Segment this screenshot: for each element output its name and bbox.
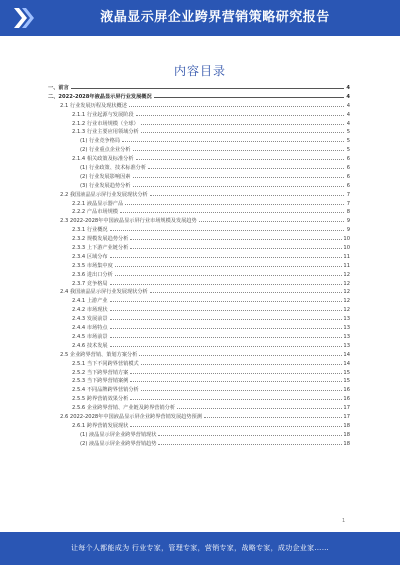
toc-entry-text: 2.4 我国液晶显示屏行业发展现状分析 xyxy=(60,289,148,296)
toc-entry-text: 2.6.1 跨界营销发展现状 xyxy=(72,422,129,429)
toc-entry[interactable] xyxy=(48,102,350,111)
toc-entry[interactable] xyxy=(48,431,350,440)
toc-leader-dots xyxy=(110,333,343,338)
toc-entry[interactable] xyxy=(48,440,350,449)
toc-entry-page: 12 xyxy=(343,307,350,314)
toc-entry-page: 16 xyxy=(343,396,350,403)
toc-entry-page: 4 xyxy=(346,111,350,118)
header-bar xyxy=(0,0,400,36)
toc-entry-page: 17 xyxy=(343,413,350,420)
toc-entry[interactable] xyxy=(48,253,350,262)
toc-entry-text: 2.4.1 上游产业 xyxy=(72,298,108,305)
toc-leader-dots xyxy=(154,93,344,98)
toc-entry-text: (2) 液晶显示屏企业跨界营销趋势 xyxy=(80,440,157,447)
toc-entry[interactable] xyxy=(48,164,350,173)
toc-entry[interactable] xyxy=(48,93,350,102)
toc-leader-dots xyxy=(130,377,342,382)
toc-entry[interactable] xyxy=(48,271,350,280)
toc-entry[interactable] xyxy=(48,413,350,422)
toc-entry-text: 2.3.2 规模发展趋势分析 xyxy=(72,236,129,243)
toc-entry-text: 2.4.3 发展前景 xyxy=(72,316,108,323)
toc-entry-page: 12 xyxy=(343,271,350,278)
toc-leader-dots xyxy=(110,280,343,285)
report-title: 液晶显示屏企业跨界营销策略研究报告 xyxy=(100,10,330,25)
toc-entry-text: 2.4.6 技术发展 xyxy=(72,342,108,349)
toc-entry-text: (3) 行业发展趋势分析 xyxy=(80,182,131,189)
toc-entry[interactable] xyxy=(48,217,350,226)
toc-entry-text: 二、2022-2028年液晶显示屏行业发展概况 xyxy=(48,93,152,100)
toc-entry-page: 9 xyxy=(346,218,350,225)
toc-leader-dots xyxy=(110,226,344,231)
toc-entry[interactable] xyxy=(48,333,350,342)
toc-entry[interactable] xyxy=(48,146,350,155)
toc-entry-page: 4 xyxy=(346,93,350,100)
toc-entry-page: 7 xyxy=(346,200,350,207)
toc-leader-dots xyxy=(125,200,344,205)
toc-entry-page: 15 xyxy=(343,369,350,376)
footer-bar xyxy=(0,532,400,565)
toc-entry-page: 13 xyxy=(343,316,350,323)
toc-entry-text: 2.1 行业发展历程及现状概述 xyxy=(60,102,127,109)
toc-entry-text: 2.5.3 当下跨界营销案例 xyxy=(72,378,129,385)
toc-entry-page: 6 xyxy=(346,156,350,163)
toc-entry-page: 8 xyxy=(346,209,350,216)
footer-slogan: 让每个人都能成为 行业专家，管理专家，营销专家，战略专家，成功企业家…… xyxy=(70,544,330,552)
toc-entry-page: 10 xyxy=(343,245,350,252)
toc-entry[interactable] xyxy=(48,324,350,333)
toc-leader-dots xyxy=(177,404,342,409)
toc-leader-dots xyxy=(133,182,345,187)
toc-entry-page: 4 xyxy=(346,102,350,109)
toc-entry[interactable] xyxy=(48,422,350,431)
toc-entry-page: 10 xyxy=(343,236,350,243)
toc-leader-dots xyxy=(130,395,342,400)
toc-entry[interactable] xyxy=(48,111,350,120)
toc-leader-dots xyxy=(150,288,343,293)
toc-entry[interactable] xyxy=(48,280,350,289)
toc-entry-text: 一、前言 xyxy=(48,85,69,91)
toc-entry-text: 2.4.4 市场特点 xyxy=(72,325,108,332)
toc-entry-page: 13 xyxy=(343,325,350,332)
toc-leader-dots xyxy=(148,164,344,169)
page-number: 1 xyxy=(342,518,346,524)
toc-entry-page: 13 xyxy=(343,333,350,340)
toc-entry[interactable] xyxy=(48,244,350,253)
toc-entry-text: 2.6 2022-2028年中国液晶显示屏企业跨界营销发展趋势预测 xyxy=(60,413,202,420)
toc-entry-text: 2.1.1 行业起源与发展阶段 xyxy=(72,111,134,118)
toc-entry-page: 4 xyxy=(346,120,350,127)
toc-entry[interactable] xyxy=(48,351,350,360)
toc-entry-text: 2.1.3 行业主要应用领域分析 xyxy=(72,129,139,136)
toc-entry[interactable] xyxy=(48,342,350,351)
toc-entry-text: 2.3.3 上下游产业链分析 xyxy=(72,245,129,252)
toc-leader-dots xyxy=(115,262,343,267)
toc-leader-dots xyxy=(110,315,343,320)
toc-entry-text: 2.3 2022-2028年中国液晶显示屏行业市场规模及发展趋势 xyxy=(60,218,197,225)
toc-entry-text: 2.5 企业跨界营销、策划方案分析 xyxy=(60,351,138,358)
toc-entry-page: 12 xyxy=(343,280,350,287)
toc-entry-page: 12 xyxy=(343,298,350,305)
toc-entry-text: (1) 行业竞争格局 xyxy=(80,138,121,145)
toc-entry-text: 2.5.5 跨界营销效果分析 xyxy=(72,396,129,403)
toc-entry-page: 15 xyxy=(343,378,350,385)
toc-entry-text: 2.5.6 企业跨界营销、产业链及跨界营销分析 xyxy=(72,405,176,412)
toc-entry-text: 2.1.4 相关政策及标准分析 xyxy=(72,156,134,163)
toc-leader-dots xyxy=(130,369,342,374)
toc-leader-dots xyxy=(139,351,342,356)
toc-entry-page: 14 xyxy=(343,351,350,358)
toc-entry[interactable] xyxy=(48,262,350,271)
toc-leader-dots xyxy=(110,306,343,311)
toc-entry[interactable] xyxy=(48,369,350,378)
toc-entry-page: 7 xyxy=(346,191,350,198)
toc-entry-text: (2) 行业重点企业分析 xyxy=(80,147,131,154)
toc-entry-text: 2.4.5 市场前景 xyxy=(72,333,108,340)
toc-leader-dots xyxy=(136,155,344,160)
toc-leader-dots xyxy=(141,360,343,365)
toc-entry-page: 5 xyxy=(346,147,350,154)
toc-entry[interactable] xyxy=(48,360,350,369)
toc-entry-page: 17 xyxy=(343,405,350,412)
toc-leader-dots xyxy=(141,386,343,391)
toc-leader-dots xyxy=(158,431,342,436)
table-of-contents xyxy=(48,84,350,449)
toc-entry-text: 2.5.2 当下跨界营销方案 xyxy=(72,369,129,376)
toc-entry[interactable] xyxy=(48,395,350,404)
toc-entry[interactable] xyxy=(48,173,350,182)
toc-leader-dots xyxy=(130,422,342,427)
toc-entry-text: 2.5.4 不同品牌跨界营销分析 xyxy=(72,387,139,394)
toc-entry-page: 18 xyxy=(343,440,350,447)
toc-leader-dots xyxy=(110,342,343,347)
toc-entry-page: 13 xyxy=(343,342,350,349)
toc-entry-page: 12 xyxy=(343,289,350,296)
toc-entry-page: 9 xyxy=(346,227,350,234)
toc-leader-dots xyxy=(120,208,344,213)
toc-leader-dots xyxy=(110,297,343,302)
toc-entry-text: (2) 行业发展影响因素 xyxy=(80,173,131,180)
toc-entry[interactable] xyxy=(48,120,350,129)
toc-entry[interactable] xyxy=(48,84,350,93)
toc-entry[interactable] xyxy=(48,235,350,244)
toc-entry[interactable] xyxy=(48,128,350,137)
toc-entry[interactable] xyxy=(48,386,350,395)
toc-leader-dots xyxy=(130,235,342,240)
toc-entry-text: 2.1.2 行业市场规模（全球） xyxy=(72,120,139,127)
toc-leader-dots xyxy=(133,173,345,178)
toc-entry-page: 4 xyxy=(346,85,350,91)
toc-entry[interactable] xyxy=(48,137,350,146)
toc-leader-dots xyxy=(110,253,343,258)
toc-entry[interactable] xyxy=(48,315,350,324)
toc-entry-text: 2.5.1 当下不同跨界营销模式 xyxy=(72,360,139,367)
toc-entry-text: (1) 行业政策、技术标准分析 xyxy=(80,165,147,172)
toc-entry-page: 14 xyxy=(343,360,350,367)
toc-entry-page: 18 xyxy=(343,422,350,429)
toc-entry-page: 6 xyxy=(346,165,350,172)
toc-entry-text: 2.2.1 液晶显示器产品 xyxy=(72,200,124,207)
toc-entry-page: 18 xyxy=(343,431,350,438)
toc-leader-dots xyxy=(110,324,343,329)
toc-entry[interactable] xyxy=(48,297,350,306)
toc-leader-dots xyxy=(141,120,344,125)
toc-entry-text: 2.2 我国液晶显示屏行业发展现状分析 xyxy=(60,191,148,198)
toc-leader-dots xyxy=(158,440,342,445)
toc-entry[interactable] xyxy=(48,191,350,200)
toc-entry-page: 5 xyxy=(346,138,350,145)
toc-entry-text: 2.3.7 竞争格局 xyxy=(72,280,108,287)
toc-entry-text: 2.3.4 区域分布 xyxy=(72,253,108,260)
toc-leader-dots xyxy=(115,271,343,276)
toc-leader-dots xyxy=(199,217,344,222)
toc-entry-page: 11 xyxy=(343,262,350,269)
toc-entry-text: (1) 液晶显示屏企业跨界营销现状 xyxy=(80,431,157,438)
toc-entry[interactable] xyxy=(48,208,350,217)
toc-title: 内容目录 xyxy=(173,64,226,78)
toc-leader-dots xyxy=(136,111,344,116)
toc-leader-dots xyxy=(71,84,344,89)
toc-entry[interactable] xyxy=(48,288,350,297)
toc-entry[interactable] xyxy=(48,182,350,191)
toc-entry-text: 2.3.5 市场集中度 xyxy=(72,262,113,269)
toc-entry-text: 2.2.2 产品市场规模 xyxy=(72,209,118,216)
toc-entry-page: 6 xyxy=(346,182,350,189)
toc-leader-dots xyxy=(133,146,345,151)
toc-entry-page: 6 xyxy=(346,173,350,180)
toc-entry-text: 2.4.2 市场现状 xyxy=(72,307,108,314)
toc-entry-text: 2.3.6 进出口分析 xyxy=(72,271,113,278)
toc-entry[interactable] xyxy=(48,200,350,209)
toc-leader-dots xyxy=(130,244,342,249)
toc-entry-page: 11 xyxy=(343,253,350,260)
toc-entry[interactable] xyxy=(48,226,350,235)
toc-leader-dots xyxy=(141,128,344,133)
toc-leader-dots xyxy=(122,137,344,142)
toc-entry[interactable] xyxy=(48,377,350,386)
toc-entry-page: 5 xyxy=(346,129,350,136)
toc-entry-text: 2.3.1 行业概况 xyxy=(72,227,108,234)
toc-entry-page: 16 xyxy=(343,387,350,394)
toc-entry[interactable] xyxy=(48,155,350,164)
toc-entry[interactable] xyxy=(48,404,350,413)
toc-entry[interactable] xyxy=(48,306,350,315)
toc-leader-dots xyxy=(204,413,342,418)
logo-icon xyxy=(12,6,36,30)
toc-leader-dots xyxy=(150,191,344,196)
toc-leader-dots xyxy=(129,102,344,107)
